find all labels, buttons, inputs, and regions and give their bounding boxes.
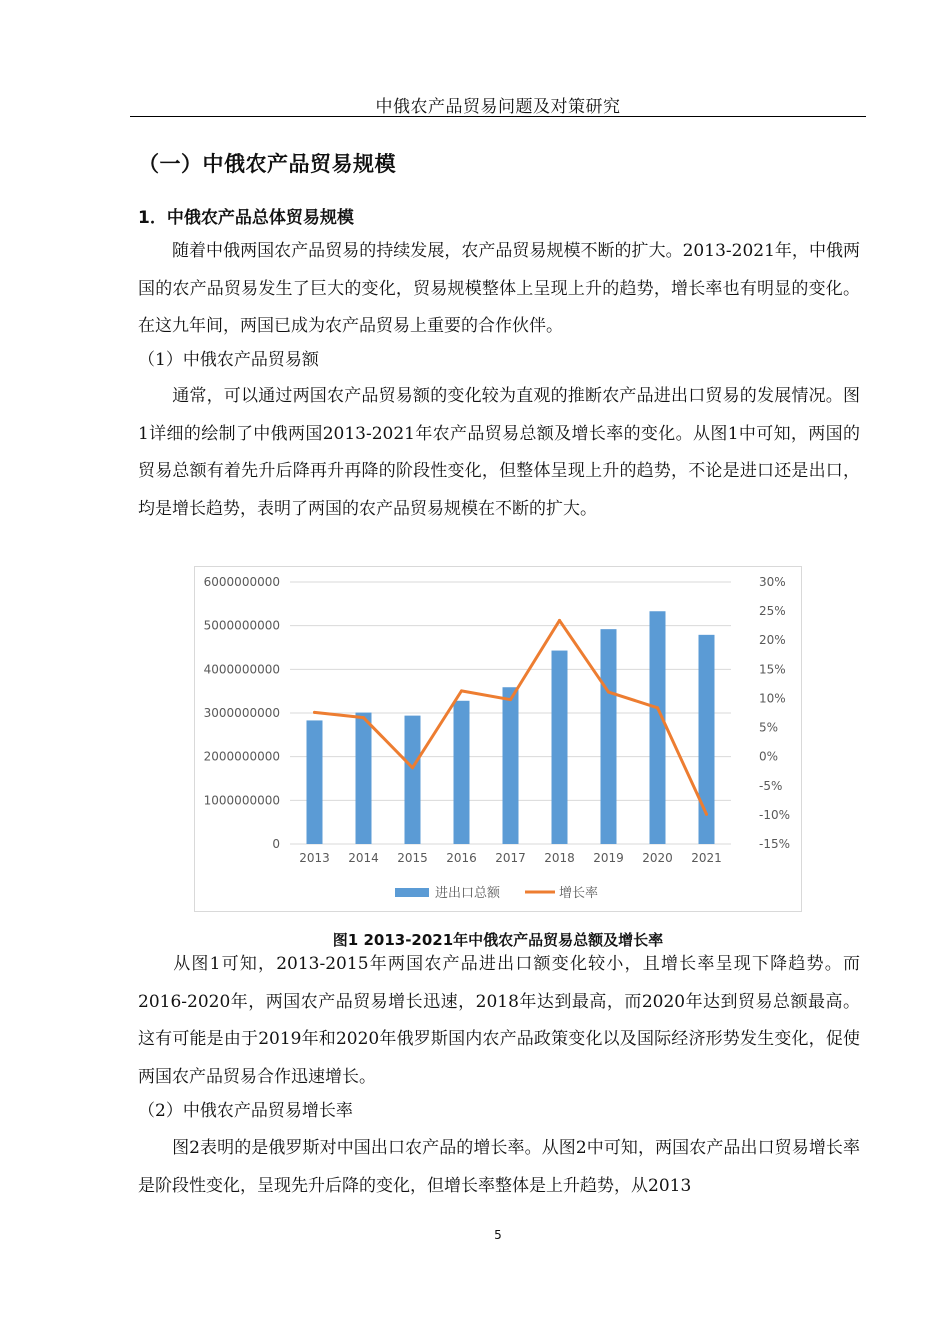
growth-rate-point xyxy=(558,619,561,622)
growth-rate-point xyxy=(509,698,512,701)
bar xyxy=(601,629,617,844)
y-right-tick-label: 15% xyxy=(759,662,786,677)
x-tick-label: 2015 xyxy=(397,851,428,865)
y-left-tick-label: 5000000000 xyxy=(203,618,280,633)
y-right-tick-label: 30% xyxy=(759,575,786,589)
paragraph-2 xyxy=(138,378,860,528)
bar xyxy=(454,701,470,844)
page-header: 中俄农产品贸易问题及对策研究 xyxy=(375,97,621,117)
y-left-tick-label: 4000000000 xyxy=(203,662,280,677)
x-tick-label: 2016 xyxy=(446,851,477,865)
bar xyxy=(503,687,519,844)
x-tick-label: 2017 xyxy=(495,851,526,865)
legend-label-bar: 进出口总额 xyxy=(435,886,501,901)
header-rule xyxy=(130,116,866,117)
subheading-growth-rate: （2）中俄农产品贸易增长率 xyxy=(138,1101,353,1121)
y-left-tick-label: 3000000000 xyxy=(203,706,280,720)
y-left-tick-label: 2000000000 xyxy=(203,749,280,764)
growth-rate-point xyxy=(313,711,316,714)
chart-svg xyxy=(195,567,801,911)
x-tick-label: 2019 xyxy=(593,851,624,865)
growth-rate-point xyxy=(411,766,414,769)
paragraph-4 xyxy=(138,1130,860,1205)
legend-label-line: 增长率 xyxy=(559,886,599,901)
y-left-tick-label: 0 xyxy=(272,837,280,851)
paragraph-3 xyxy=(138,946,860,1096)
growth-rate-point xyxy=(362,716,365,719)
y-right-tick-label: 0% xyxy=(759,749,779,764)
x-tick-label: 2020 xyxy=(642,851,673,865)
y-left-tick-label: 1000000000 xyxy=(203,793,280,808)
paragraph-1-text: 随着中俄两国农产品贸易的持续发展，农产品贸易规模不断的扩大。2013-2021年，中俄两国的农产品贸易发生了巨大的变化，贸易规模整体上呈现上升的趋势，增长率也有明显的变化。在这九年间，两国已成为农产品贸易上重要的合作伙伴。 xyxy=(138,241,860,336)
figure-caption: 图1 2013-2021年中俄农产品贸易总额及增长率 xyxy=(332,931,664,949)
y-right-tick-label: -10% xyxy=(759,807,791,822)
page-number: 5 xyxy=(494,1228,502,1242)
y-right-tick-label: 5% xyxy=(759,720,779,735)
x-tick-label: 2021 xyxy=(691,851,722,865)
y-left-tick-label: 6000000000 xyxy=(203,575,280,589)
paragraph-1 xyxy=(138,233,860,346)
bar xyxy=(307,720,323,844)
x-tick-label: 2014 xyxy=(348,851,379,865)
paragraph-2-text: 通常，可以通过两国农产品贸易额的变化较为直观的推断农产品进出口贸易的发展情况。图1详细的绘制了中俄两国2013-2021年农产品贸易总额及增长率的变化。从图1中可知，两国的贸易总额有着先升后降再升再降的阶段性变化，但整体呈现上升的趋势，不论是进口还是出口，均是增长趋势，表明了两国的农产品贸易规模在不断的扩大。 xyxy=(138,386,860,519)
x-tick-label: 2018 xyxy=(544,851,575,865)
bar xyxy=(552,651,568,844)
y-right-tick-label: -5% xyxy=(759,778,783,793)
y-right-tick-label: 25% xyxy=(759,604,786,619)
figure-1-chart xyxy=(194,566,802,912)
bar xyxy=(356,713,372,844)
legend-swatch-bar xyxy=(395,888,429,897)
y-right-tick-label: -15% xyxy=(759,837,791,851)
growth-rate-point xyxy=(705,813,708,816)
y-right-tick-label: 20% xyxy=(759,633,786,648)
paragraph-4-text: 图2表明的是俄罗斯对中国出口农产品的增长率。从图2中可知，两国农产品出口贸易增长率是阶段性变化，呈现先升后降的变化，但增长率整体是上升趋势，从2013 xyxy=(138,1138,860,1196)
section-heading: （一）中俄农产品贸易规模 xyxy=(138,152,396,176)
subheading-trade-volume: （1）中俄农产品贸易额 xyxy=(138,350,319,370)
x-tick-label: 2013 xyxy=(299,851,330,865)
bar xyxy=(650,611,666,844)
growth-rate-point xyxy=(460,689,463,692)
subsection-heading: 1．中俄农产品总体贸易规模 xyxy=(138,208,354,228)
bar xyxy=(405,716,421,844)
growth-rate-point xyxy=(607,691,610,694)
growth-rate-point xyxy=(656,706,659,709)
paragraph-3-text: 从图1可知，2013-2015年两国农产品进出口额变化较小，且增长率呈现下降趋势。而2016-2020年，两国农产品贸易增长迅速，2018年达到最高，而2020年达到贸易总额最高。这有可能是由于2019年和2020年俄罗斯国内农产品政策变化以及国际经济形势发生变化，促使两国农产品贸易合作迅速增长。 xyxy=(138,954,860,1087)
y-right-tick-label: 10% xyxy=(759,691,786,706)
